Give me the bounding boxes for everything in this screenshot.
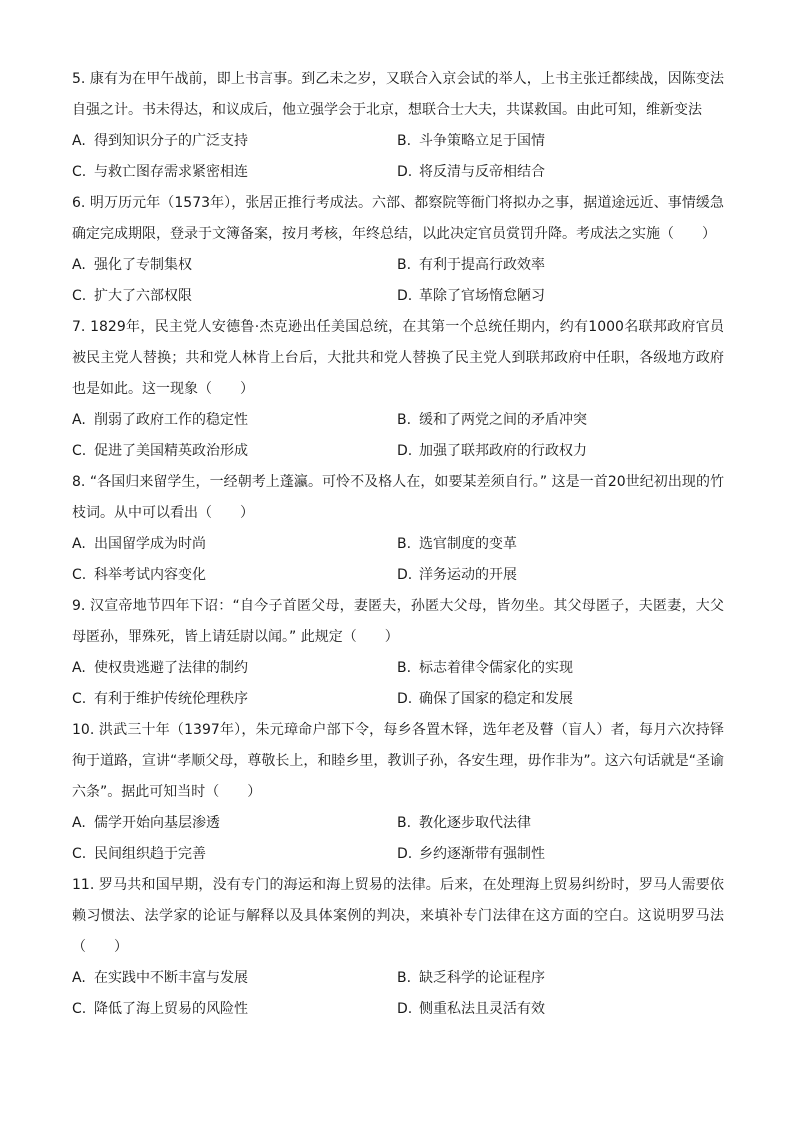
option-list <box>72 250 724 312</box>
option-b[interactable] <box>397 126 722 157</box>
option-text: 科举考试内容变化 <box>94 567 206 583</box>
option-c[interactable] <box>72 684 397 715</box>
option-text: 使权贵逃避了法律的制约 <box>94 660 248 676</box>
option-b[interactable] <box>397 653 722 684</box>
option-c[interactable] <box>72 560 397 591</box>
option-text: 降低了海上贸易的风险性 <box>94 1001 248 1017</box>
option-text: 教化逐步取代法律 <box>419 815 531 831</box>
option-c[interactable] <box>72 436 397 467</box>
option-letter: B. <box>397 970 412 986</box>
option-list <box>72 529 724 591</box>
option-letter: B. <box>397 412 412 428</box>
option-letter: D. <box>397 1001 413 1017</box>
option-text: 强化了专制集权 <box>94 257 192 273</box>
question-stem: 5. 康有为在甲午战前，即上书言事。到乙未之岁，又联合入京会试的举人，上书主张迁都续战，因陈变法自强之计。书未得达，和议成后，他立强学会于北京，想联合士大夫，共谋救国。由此可知，维新变法 <box>72 71 724 118</box>
option-c[interactable] <box>72 157 397 188</box>
option-list <box>72 808 724 870</box>
question-5 <box>72 64 724 188</box>
option-letter: D. <box>397 691 413 707</box>
question-11 <box>72 870 724 1025</box>
option-d[interactable] <box>397 994 722 1025</box>
option-letter: B. <box>397 815 412 831</box>
option-text: 加强了联邦政府的行政权力 <box>419 443 587 459</box>
exam-page <box>72 64 724 1025</box>
option-d[interactable] <box>397 157 722 188</box>
option-b[interactable] <box>397 963 722 994</box>
option-letter: A. <box>72 257 86 273</box>
option-d[interactable] <box>397 684 722 715</box>
option-c[interactable] <box>72 994 397 1025</box>
option-letter: C. <box>72 846 87 862</box>
option-text: 缓和了两党之间的矛盾冲突 <box>419 412 587 428</box>
option-letter: B. <box>397 257 412 273</box>
option-text: 斗争策略立足于国情 <box>419 133 545 149</box>
option-a[interactable] <box>72 963 397 994</box>
question-stem: 10. 洪武三十年（1397年），朱元璋命户部下令，每乡各置木铎，选年老及瞽（盲人）者，每月六次持铎徇于道路，宣讲“孝顺父母，尊敬长上，和睦乡里，教训子孙，各安生理，毋作非为”。这六句话就是“圣谕六条”。据此可知当时（ ） <box>72 722 724 800</box>
option-list <box>72 126 724 188</box>
option-text: 洋务运动的开展 <box>419 567 517 583</box>
option-letter: D. <box>397 443 413 459</box>
question-stem: 6. 明万历元年（1573年），张居正推行考成法。六部、都察院等衙门将拟办之事，据道途远近、事情缓急确定完成期限，登录于文簿备案，按月考核，年终总结，以此决定官员赏罚升降。考成法之实施（ ） <box>72 195 724 242</box>
option-text: 标志着律令儒家化的实现 <box>419 660 573 676</box>
option-b[interactable] <box>397 808 722 839</box>
question-stem: 11. 罗马共和国早期，没有专门的海运和海上贸易的法律。后来，在处理海上贸易纠纷时，罗马人需要依赖习惯法、法学家的论证与解释以及具体案例的判决，来填补专门法律在这方面的空白。这说明罗马法（ ） <box>72 877 724 955</box>
option-text: 儒学开始向基层渗透 <box>94 815 220 831</box>
option-text: 侧重私法且灵活有效 <box>419 1001 545 1017</box>
option-d[interactable] <box>397 436 722 467</box>
option-a[interactable] <box>72 126 397 157</box>
question-8 <box>72 467 724 591</box>
option-letter: C. <box>72 691 87 707</box>
question-stem: 9. 汉宣帝地节四年下诏：“自今子首匿父母，妻匿夫，孙匿大父母，皆勿坐。其父母匿子，夫匿妻，大父母匿孙，罪殊死，皆上请廷尉以闻。” 此规定（ ） <box>72 598 724 645</box>
option-a[interactable] <box>72 250 397 281</box>
option-text: 将反清与反帝相结合 <box>419 164 545 180</box>
option-letter: C. <box>72 164 87 180</box>
option-letter: B. <box>397 133 412 149</box>
option-letter: C. <box>72 443 87 459</box>
option-list <box>72 405 724 467</box>
option-letter: D. <box>397 288 413 304</box>
question-10 <box>72 715 724 870</box>
option-a[interactable] <box>72 808 397 839</box>
option-text: 削弱了政府工作的稳定性 <box>94 412 248 428</box>
option-b[interactable] <box>397 405 722 436</box>
option-d[interactable] <box>397 281 722 312</box>
option-text: 缺乏科学的论证程序 <box>419 970 545 986</box>
option-letter: A. <box>72 815 86 831</box>
option-letter: D. <box>397 164 413 180</box>
question-7 <box>72 312 724 467</box>
option-letter: A. <box>72 536 86 552</box>
option-letter: A. <box>72 970 86 986</box>
option-text: 在实践中不断丰富与发展 <box>94 970 248 986</box>
option-a[interactable] <box>72 529 397 560</box>
option-text: 民间组织趋于完善 <box>94 846 206 862</box>
question-6 <box>72 188 724 312</box>
option-d[interactable] <box>397 839 722 870</box>
option-b[interactable] <box>397 250 722 281</box>
option-letter: A. <box>72 133 86 149</box>
option-letter: B. <box>397 660 412 676</box>
option-text: 革除了官场惰怠陋习 <box>419 288 545 304</box>
option-text: 得到知识分子的广泛支持 <box>94 133 248 149</box>
question-stem: 7. 1829年，民主党人安德鲁·杰克逊出任美国总统，在其第一个总统任期内，约有1000名联邦政府官员被民主党人替换；共和党人林肯上台后，大批共和党人替换了民主党人到联邦政府中任职，各级地方政府也是如此。这一现象（ ） <box>72 319 724 397</box>
option-a[interactable] <box>72 653 397 684</box>
option-letter: A. <box>72 660 86 676</box>
option-text: 与救亡图存需求紧密相连 <box>94 164 248 180</box>
option-d[interactable] <box>397 560 722 591</box>
option-text: 确保了国家的稳定和发展 <box>419 691 573 707</box>
option-text: 选官制度的变革 <box>419 536 517 552</box>
option-letter: C. <box>72 567 87 583</box>
question-9 <box>72 591 724 715</box>
option-text: 有利于提高行政效率 <box>419 257 545 273</box>
option-a[interactable] <box>72 405 397 436</box>
option-letter: B. <box>397 536 412 552</box>
option-letter: D. <box>397 567 413 583</box>
option-b[interactable] <box>397 529 722 560</box>
option-letter: C. <box>72 288 87 304</box>
option-list <box>72 653 724 715</box>
option-letter: A. <box>72 412 86 428</box>
option-list <box>72 963 724 1025</box>
option-letter: D. <box>397 846 413 862</box>
option-text: 扩大了六部权限 <box>94 288 192 304</box>
option-text: 出国留学成为时尚 <box>94 536 206 552</box>
option-c[interactable] <box>72 281 397 312</box>
option-text: 有利于维护传统伦理秩序 <box>94 691 248 707</box>
option-letter: C. <box>72 1001 87 1017</box>
option-c[interactable] <box>72 839 397 870</box>
question-stem: 8. “各国归来留学生，一经朝考上蓬瀛。可怜不及格人在，如要某差须自行。” 这是一首20世纪初出现的竹枝词。从中可以看出（ ） <box>72 474 724 521</box>
option-text: 乡约逐渐带有强制性 <box>419 846 545 862</box>
option-text: 促进了美国精英政治形成 <box>94 443 248 459</box>
